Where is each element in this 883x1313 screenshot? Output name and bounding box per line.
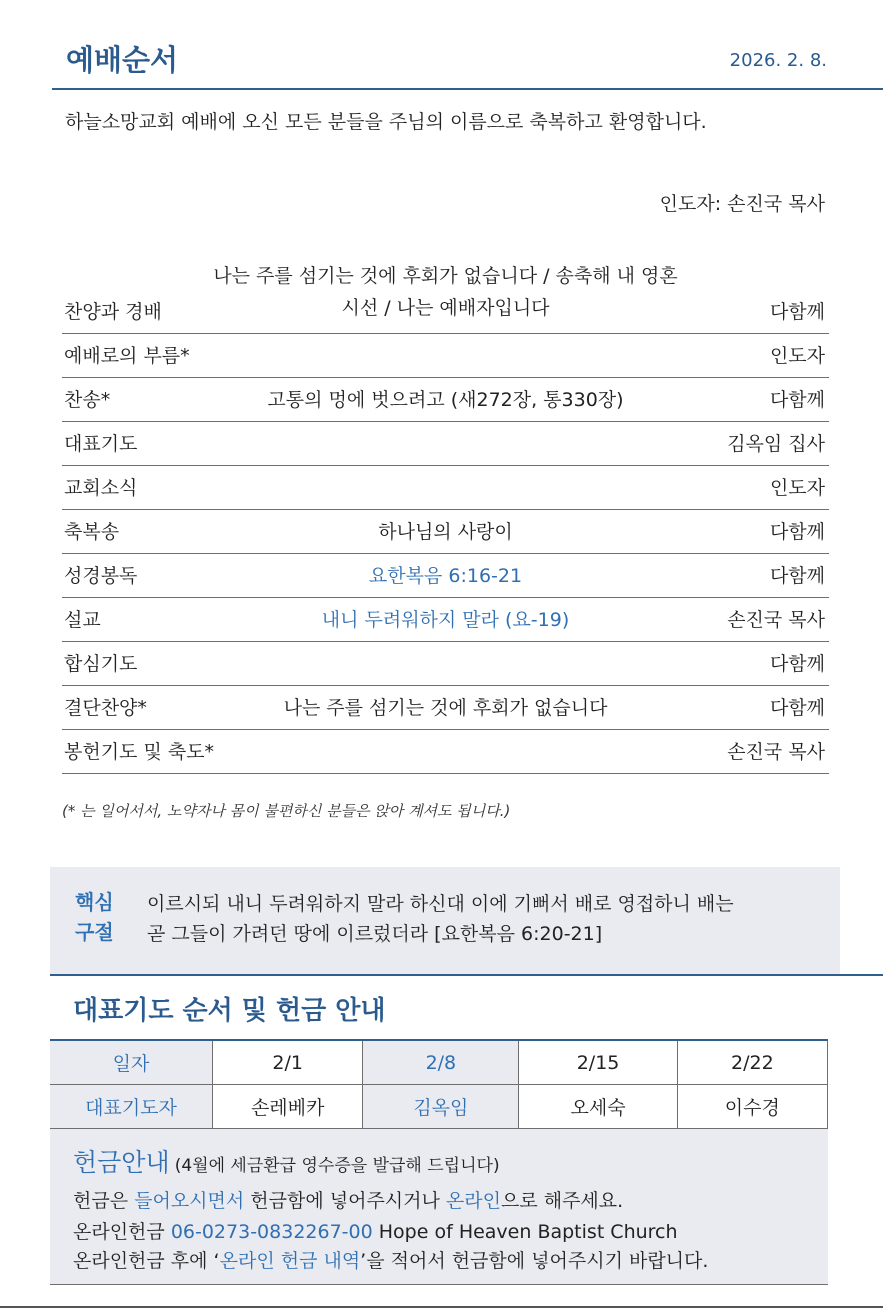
order-item-name: 합심기도 <box>64 653 138 675</box>
scripture-reading: 요한복음 6:16-21 <box>368 565 523 587</box>
table-row <box>50 1085 828 1129</box>
order-item-person: 다함께 <box>769 301 825 323</box>
text-span: 온라인헌금 <box>73 1221 171 1243</box>
order-item-person: 인도자 <box>769 477 825 499</box>
offering-subtitle: (4월에 세금환급 영수증을 발급해 드립니다) <box>174 1156 500 1176</box>
order-item-detail: 하나님의 사랑이 <box>378 521 513 543</box>
order-item-name: 설교 <box>64 609 101 631</box>
offering-heading <box>73 1143 500 1179</box>
account-name: Hope of Heaven Baptist Church <box>372 1221 678 1243</box>
key-verse-label-line: 구절 <box>75 920 114 944</box>
leader-label: 인도자: 손진국 목사 <box>659 193 825 215</box>
key-verse-line: 곧 그들이 가려던 땅에 이르렀더라 [요한복음 6:20-21] <box>147 923 603 945</box>
date-header-cell: 일자 <box>50 1040 213 1085</box>
order-row <box>62 466 829 510</box>
person-header-cell: 대표기도자 <box>50 1085 213 1129</box>
welcome-message: 하늘소망교회 예배에 오신 모든 분들을 주님의 이름으로 축복하고 환영합니다. <box>65 111 707 133</box>
text-span: 헌금은 <box>73 1190 135 1212</box>
order-item-person: 손진국 목사 <box>727 741 825 763</box>
offering-line <box>73 1217 678 1244</box>
order-item-person: 다함께 <box>769 565 825 587</box>
order-item-person: 다함께 <box>769 389 825 411</box>
order-item-person: 다함께 <box>769 697 825 719</box>
order-item-person: 김옥임 집사 <box>727 433 825 455</box>
order-item-detail <box>192 260 699 324</box>
table-cell: 손레베카 <box>213 1085 363 1129</box>
order-item-detail: 고통의 멍에 벗으려고 (새272장, 통330장) <box>267 389 624 411</box>
offering-panel <box>50 1129 828 1285</box>
table-cell: 2/15 <box>519 1040 677 1085</box>
order-item-name: 찬송* <box>64 389 111 411</box>
order-row <box>62 510 829 554</box>
order-item-name: 성경봉독 <box>64 565 138 587</box>
highlight-span: 온라인 헌금 내역 <box>219 1250 361 1272</box>
order-row <box>62 686 829 730</box>
highlight-span: 온라인 <box>445 1190 501 1212</box>
order-item-person: 다함께 <box>769 521 825 543</box>
order-item-detail-line: 나는 주를 섬기는 것에 후회가 없습니다 / 송축해 내 영혼 <box>213 265 678 287</box>
offering-line <box>73 1186 623 1213</box>
order-item-name: 축복송 <box>64 521 120 543</box>
order-row <box>62 598 829 642</box>
order-row <box>62 378 829 422</box>
offering-line <box>73 1246 708 1273</box>
order-item-detail: 나는 주를 섬기는 것에 후회가 없습니다 <box>283 697 608 719</box>
offering-title: 헌금안내 <box>73 1148 170 1177</box>
table-cell: 2/1 <box>213 1040 363 1085</box>
text-span: 헌금함에 넣어주시거나 <box>244 1190 446 1212</box>
standing-note: (* 는 일어서서, 노약자나 몸이 불편하신 분들은 앉아 계셔도 됩니다.) <box>62 802 511 820</box>
text-span: 으로 해주세요. <box>500 1190 624 1212</box>
highlight-span: 들어오시면서 <box>134 1190 245 1212</box>
order-row <box>62 730 829 774</box>
key-verse-label-line: 핵심 <box>75 890 114 914</box>
order-item-name: 결단찬양* <box>64 697 147 719</box>
prayer-schedule-table <box>50 1039 828 1129</box>
table-cell-current: 김옥임 <box>363 1085 519 1129</box>
order-item-name: 교회소식 <box>64 477 138 499</box>
order-item-name: 예배로의 부름* <box>64 345 190 367</box>
table-cell: 오세숙 <box>519 1085 677 1129</box>
order-item-name: 대표기도 <box>64 433 138 455</box>
key-verse-label <box>75 887 125 947</box>
table-row <box>50 1040 828 1085</box>
key-verse-line: 이르시되 내니 두려워하지 말라 하신대 이에 기뻐서 배로 영접하니 배는 <box>147 893 734 915</box>
order-item-person: 인도자 <box>769 345 825 367</box>
order-row <box>62 422 829 466</box>
divider <box>0 1306 883 1308</box>
section-title: 대표기도 순서 및 헌금 안내 <box>73 996 386 1026</box>
order-row <box>62 642 829 686</box>
key-verse-text <box>147 889 827 949</box>
divider <box>50 974 883 976</box>
table-cell-current: 2/8 <box>363 1040 519 1085</box>
order-item-person: 다함께 <box>769 653 825 675</box>
page-title: 예배순서 <box>66 43 179 77</box>
text-span: ’을 적어서 헌금함에 넣어주시기 바랍니다. <box>360 1250 709 1272</box>
order-item-detail-line: 시선 / 나는 예배자입니다 <box>341 297 550 319</box>
key-verse-panel <box>50 867 840 974</box>
service-date: 2026. 2. 8. <box>729 50 827 71</box>
account-number: 06-0273-0832267-00 <box>170 1221 373 1243</box>
text-span: 온라인헌금 후에 ‘ <box>73 1250 220 1272</box>
table-cell: 이수경 <box>677 1085 827 1129</box>
table-cell: 2/22 <box>677 1040 827 1085</box>
header <box>52 30 883 90</box>
order-item-name: 찬양과 경배 <box>64 301 162 323</box>
order-row <box>62 554 829 598</box>
order-item-person: 손진국 목사 <box>727 609 825 631</box>
order-row <box>62 258 829 334</box>
sermon-title: 내니 두려워하지 말라 (요-19) <box>321 609 570 631</box>
order-row <box>62 334 829 378</box>
order-of-worship <box>62 258 829 774</box>
order-item-name: 봉헌기도 및 축도* <box>64 741 215 763</box>
